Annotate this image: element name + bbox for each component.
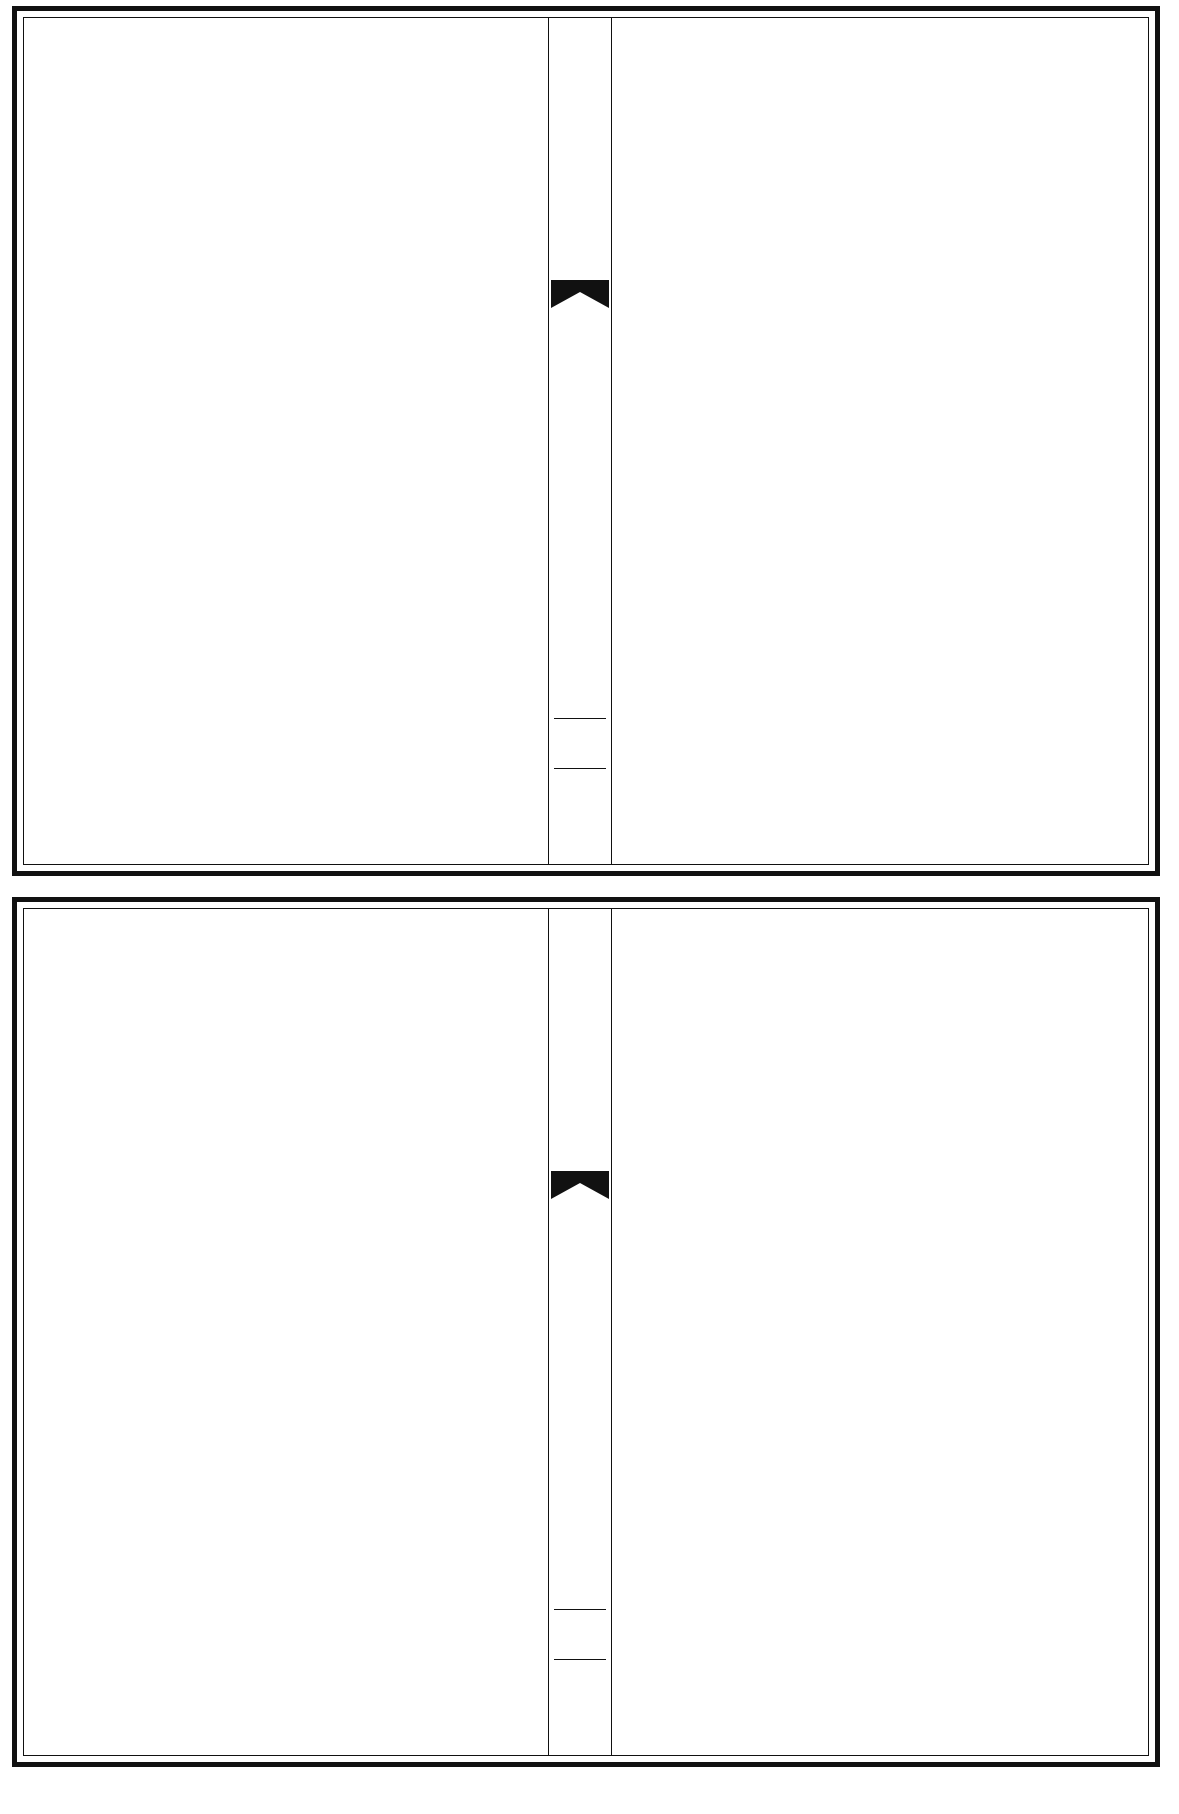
top-gutter	[548, 18, 612, 864]
fish-tail-mark-icon	[551, 280, 609, 308]
top-page-leaf	[12, 6, 1160, 876]
bottom-page-leaf	[12, 897, 1160, 1767]
top-page-frame	[23, 17, 1149, 865]
bottom-gutter	[548, 909, 612, 1755]
fish-tail-mark-icon	[551, 1171, 609, 1199]
bottom-page-frame	[23, 908, 1149, 1756]
